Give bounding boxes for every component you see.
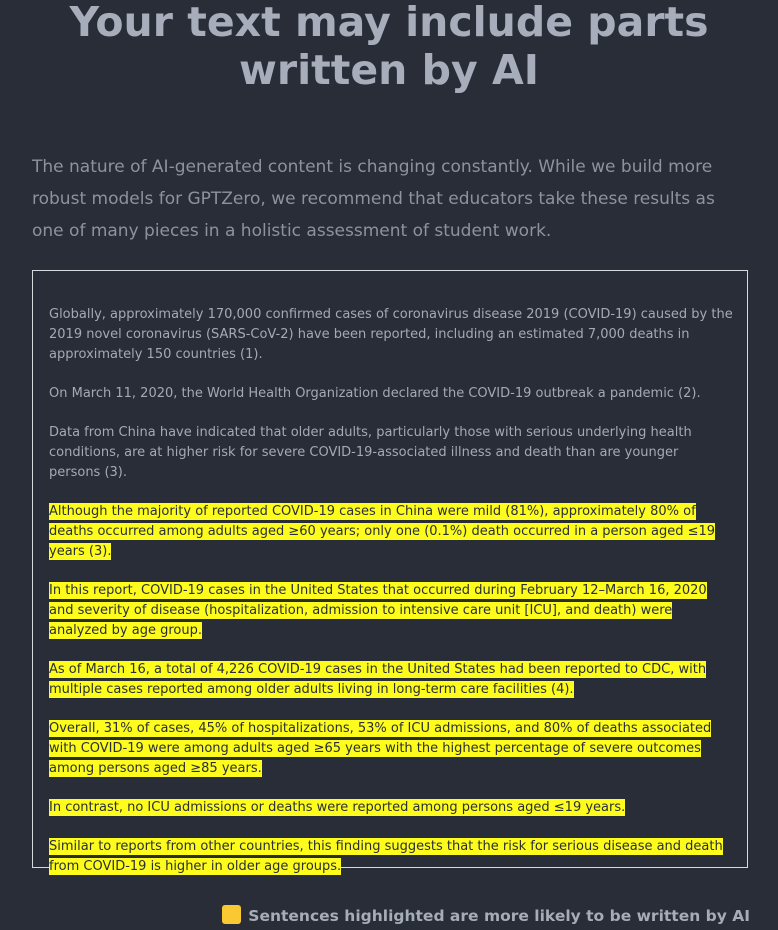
sentence-text: In contrast, no ICU admissions or deaths were reported among persons aged ≤19 years. xyxy=(49,800,626,815)
ai-highlighted-sentence xyxy=(49,502,733,562)
analyzed-text-box xyxy=(32,270,748,874)
heading-line-1: Your text may include parts xyxy=(69,0,709,46)
sentence-text: On March 11, 2020, the World Health Organization declared the COVID-19 outbreak a pandemic (2). xyxy=(49,386,701,401)
sentence xyxy=(49,384,733,404)
sentence-text: Overall, 31% of cases, 45% of hospitalizations, 53% of ICU admissions, and 80% of deaths associated with COVID-19 were among adults aged ≥65 years with the highest percentage of severe outcomes among persons aged ≥85 years. xyxy=(49,721,712,776)
sentence-text: Globally, approximately 170,000 confirmed cases of coronavirus disease 2019 (COVID-19) caused by the 2019 novel coronavirus (SARS-CoV-2) have been reported, including an estimated 7,000 deaths in approximately 150 countries (1). xyxy=(49,307,733,362)
ai-highlighted-sentence xyxy=(49,660,733,700)
sentence xyxy=(49,423,733,483)
sentence xyxy=(49,305,733,365)
highlight-legend xyxy=(222,905,750,927)
ai-highlighted-sentence xyxy=(49,719,733,779)
ai-highlighted-sentence xyxy=(49,837,733,877)
result-heading xyxy=(0,0,778,94)
sentence-list xyxy=(49,305,733,896)
heading-line-2: written by AI xyxy=(239,46,539,94)
sentence-text: Although the majority of reported COVID-19 cases in China were mild (81%), approximately 80% of deaths occurred among adults aged ≥60 years; only one (0.1%) death occurred in a person aged ≤19 years (3). xyxy=(49,504,716,559)
intro-paragraph: The nature of AI-generated content is changing constantly. While we build more robust models for GPTZero, we recommend that educators take these results as one of many pieces in a holistic assessment of student work. xyxy=(32,157,715,241)
ai-highlighted-sentence xyxy=(49,581,733,641)
sentence-text: Similar to reports from other countries, this finding suggests that the risk for serious disease and death from COVID-19 is higher in older age groups. xyxy=(49,839,723,874)
sentence-text: As of March 16, a total of 4,226 COVID-19 cases in the United States had been reported to CDC, with multiple cases reported among older adults living in long-term care facilities (4). xyxy=(49,662,707,697)
sentence-text: Data from China have indicated that older adults, particularly those with serious underlying health conditions, are at higher risk for severe COVID-19-associated illness and death than are younger persons (3). xyxy=(49,425,692,480)
ai-highlighted-sentence xyxy=(49,798,733,818)
yellow-square-icon xyxy=(222,905,241,924)
legend-text: Sentences highlighted are more likely to be written by AI xyxy=(248,907,750,925)
sentence-text: In this report, COVID-19 cases in the United States that occurred during February 12–March 16, 2020 and severity of disease (hospitalization, admission to intensive care unit [ICU], and death) were analyzed by age group. xyxy=(49,583,707,638)
